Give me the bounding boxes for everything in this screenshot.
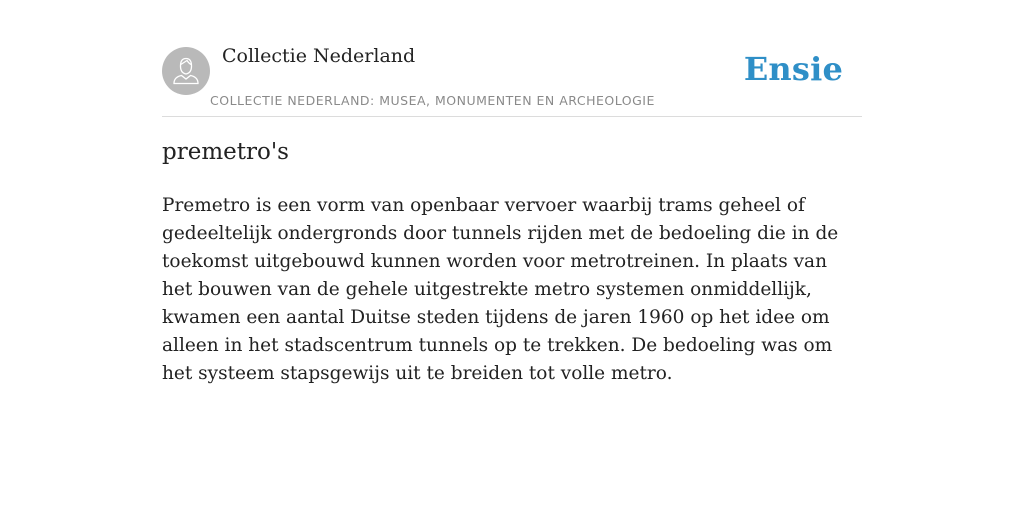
brand-logo[interactable]: Ensie	[743, 50, 843, 88]
entry-title: premetro's	[162, 139, 289, 165]
user-silhouette-icon	[162, 47, 210, 95]
author-subtitle[interactable]: COLLECTIE NEDERLAND: MUSEA, MONUMENTEN EN ARCHEOLOGIE	[210, 93, 655, 108]
avatar[interactable]	[162, 47, 210, 95]
entry-body: Premetro is een vorm van openbaar vervoer waarbij trams geheel of gedeeltelijk ondergronds door tunnels rijden met de bedoeling die in de toekomst uitgebouwd kunnen worden voor metrotreinen. In plaats van het bouwen van de gehele uitgestrekte metro systemen onmiddellijk, kwamen een aantal Duitse steden tijdens de jaren 1960 op het idee om alleen in het stadscentrum tunnels op te trekken. De bedoeling was om het systeem stapsgewijs uit te breiden tot volle metro.	[162, 195, 839, 384]
entry-header	[162, 0, 862, 117]
author-name[interactable]: Collectie Nederland	[222, 45, 416, 67]
entry-card	[162, 0, 862, 384]
